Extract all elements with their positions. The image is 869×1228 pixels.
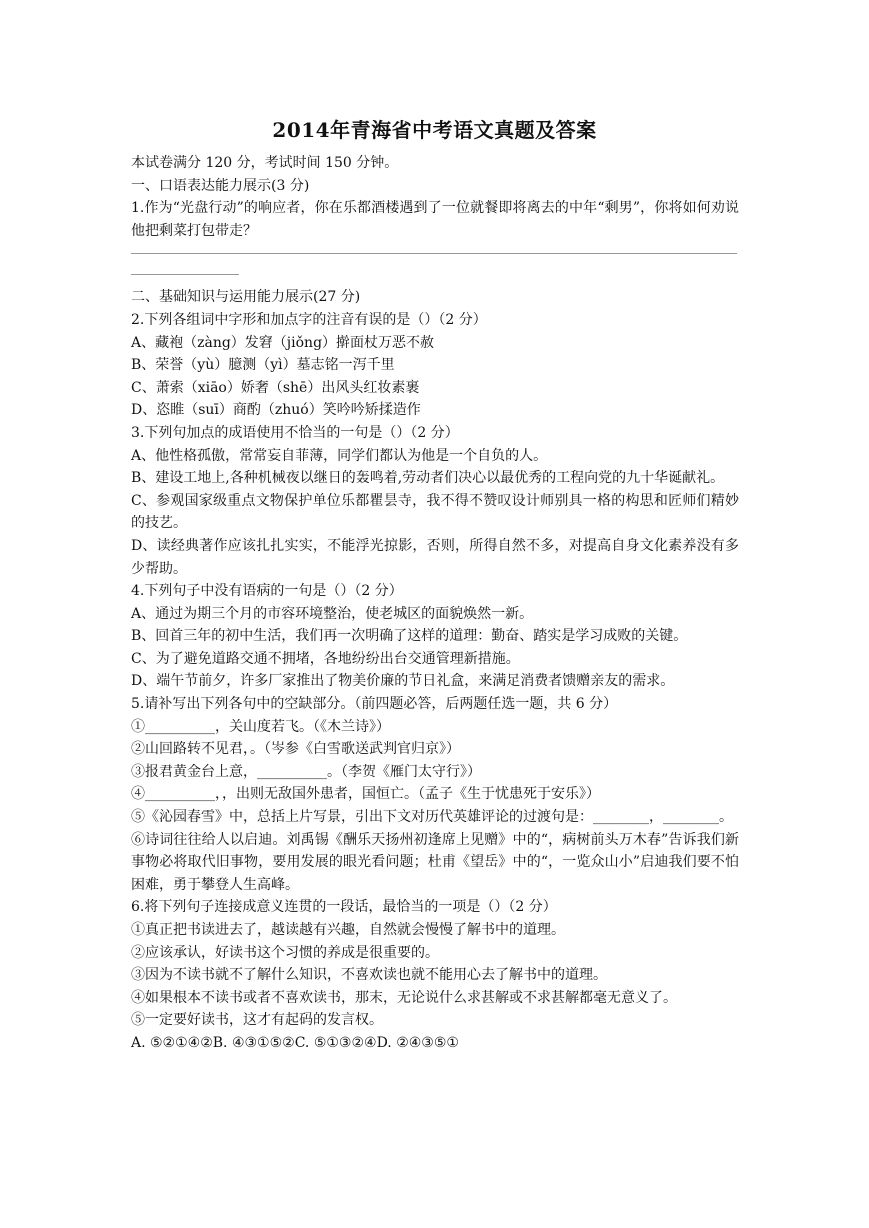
question-3-option-c: C、参观国家级重点文物保护单位乐都瞿昙寺，我不得不赞叹设计师别具一格的构思和匠师们精妙的技艺。 [131,492,739,532]
question-3-stem: 3.下列句加点的成语使用不恰当的一句是（）（2 分） [131,424,459,441]
question-6-sentence-3: ③因为不读书就不了解什么知识，不喜欢读也就不能用心去了解书中的道理。 [131,967,607,984]
question-4-option-c: C、为了避免道路交通不拥堵，各地纷纷出台交通管理新措施。 [131,650,520,667]
question-5-item-4: ④__________，，出则无敌国外患者，国恒亡。（孟子《生于忧患死于安乐》） [131,786,600,803]
question-6-sentence-2: ②应该承认，好读书这个习惯的养成是很重要的。 [131,944,439,961]
question-6-options: A. ⑤②①④②B. ④③①⑤②C. ⑤①③②④D. ②④③⑤① [131,1034,459,1051]
question-5-stem: 5.请补写出下列各句中的空缺部分。（前四题必答，后两题任选一题，共 6 分） [131,696,618,713]
question-5-item-6: ⑥诗词往往给人以启迪。刘禹锡《酬乐天扬州初逢席上见赠》中的“，病树前头万木春”告诉我们新事物必将取代旧事物，要用发展的眼光看问题；杜甫《望岳》中的“，一览众山小”启迪我们要不怕困难，勇于攀登人生高峰。 [131,831,739,893]
question-6-sentence-4: ④如果根本不读书或者不喜欢读书，那末，无论说什么求甚解或不求甚解都毫无意义了。 [131,989,677,1006]
question-5-item-2: ②山回路转不见君，。（岑参《白雪歌送武判官归京》） [131,741,460,758]
section-heading: 二、基础知识与运用能力展示(27 分) [131,289,361,306]
question-4-option-d: D、端午节前夕，许多厂家推出了物美价廉的节日礼盒，来满足消费者馈赠亲友的需求。 [131,673,675,690]
question-3-option-b: B、建设工地上,各种机械夜以继日的轰鸣着,劳动者们决心以最优秀的工程向党的九十华诞献礼。 [131,470,725,487]
question-4-option-a: A、通过为期三个月的市容环境整治，使老城区的面貌焕然一新。 [131,605,534,622]
question-2-option-a: A、藏袍（zàng）发窘（jiǒng）擀面杖万恶不赦 [131,334,435,351]
question-5-item-1: ①__________，关山度若飞。（《木兰诗》） [131,718,390,735]
question-4-option-b: B、回首三年的初中生活，我们再一次明确了这样的道理：勤奋、踏实是学习成败的关键。 [131,628,688,645]
question-5-item-3: ③报君黄金台上意，__________。（李贺《雁门太守行》） [131,763,481,780]
question-6-stem: 6.将下列句子连接成意义连贯的一段话，最恰当的一项是（）（2 分） [131,899,557,916]
question-2-option-d: D、恣睢（suī）商酌（zhuó）笑吟吟矫揉造作 [131,402,421,419]
question-4-stem: 4.下列句子中没有语病的一句是（）（2 分） [131,583,403,600]
question-3-option-d: D、读经典著作应该扎扎实实，不能浮光掠影，否则，所得自然不多，对提高自身文化素养没有多少帮助。 [131,537,739,577]
question-2-option-b: B、荣誉（yù）臆测（yì）墓志铭一泻千里 [131,357,395,374]
question-5-item-5: ⑤《沁园春雪》中，总括上片写景，引出下文对历代英雄评论的过渡句是：________，________。 [131,809,733,826]
answer-line [131,264,739,286]
document-body [131,152,739,1055]
answer-line-short [131,274,239,275]
page-title: 2014年青海省中考语文真题及答案 [272,118,597,142]
answer-line [131,242,739,264]
question-3-option-a: A、他性格孤傲，常常妄自菲薄，同学们都认为他是一个自负的人。 [131,447,548,464]
answer-line-long [131,253,737,254]
question-2-stem: 2.下列各组词中字形和加点字的注音有误的是（）（2 分） [131,311,487,328]
question-1: 1.作为“光盘行动”的响应者，你在乐都酒楼遇到了一位就餐即将离去的中年“剩男”，你将如何劝说他把剩菜打包带走？ [131,200,739,239]
question-6-sentence-5: ⑤一定要好读书，这才有起码的发言权。 [131,1012,383,1029]
question-2-option-c: C、萧索（xiāo）娇奢（shē）出风头红妆素裹 [131,379,420,396]
question-6-sentence-1: ①真正把书读进去了，越读越有兴趣，自然就会慢慢了解书中的道理。 [131,922,565,938]
section-heading: 一、口语表达能力展示(3 分) [131,177,310,194]
exam-intro: 本试卷满分 120 分，考试时间 150 分钟。 [131,155,399,171]
